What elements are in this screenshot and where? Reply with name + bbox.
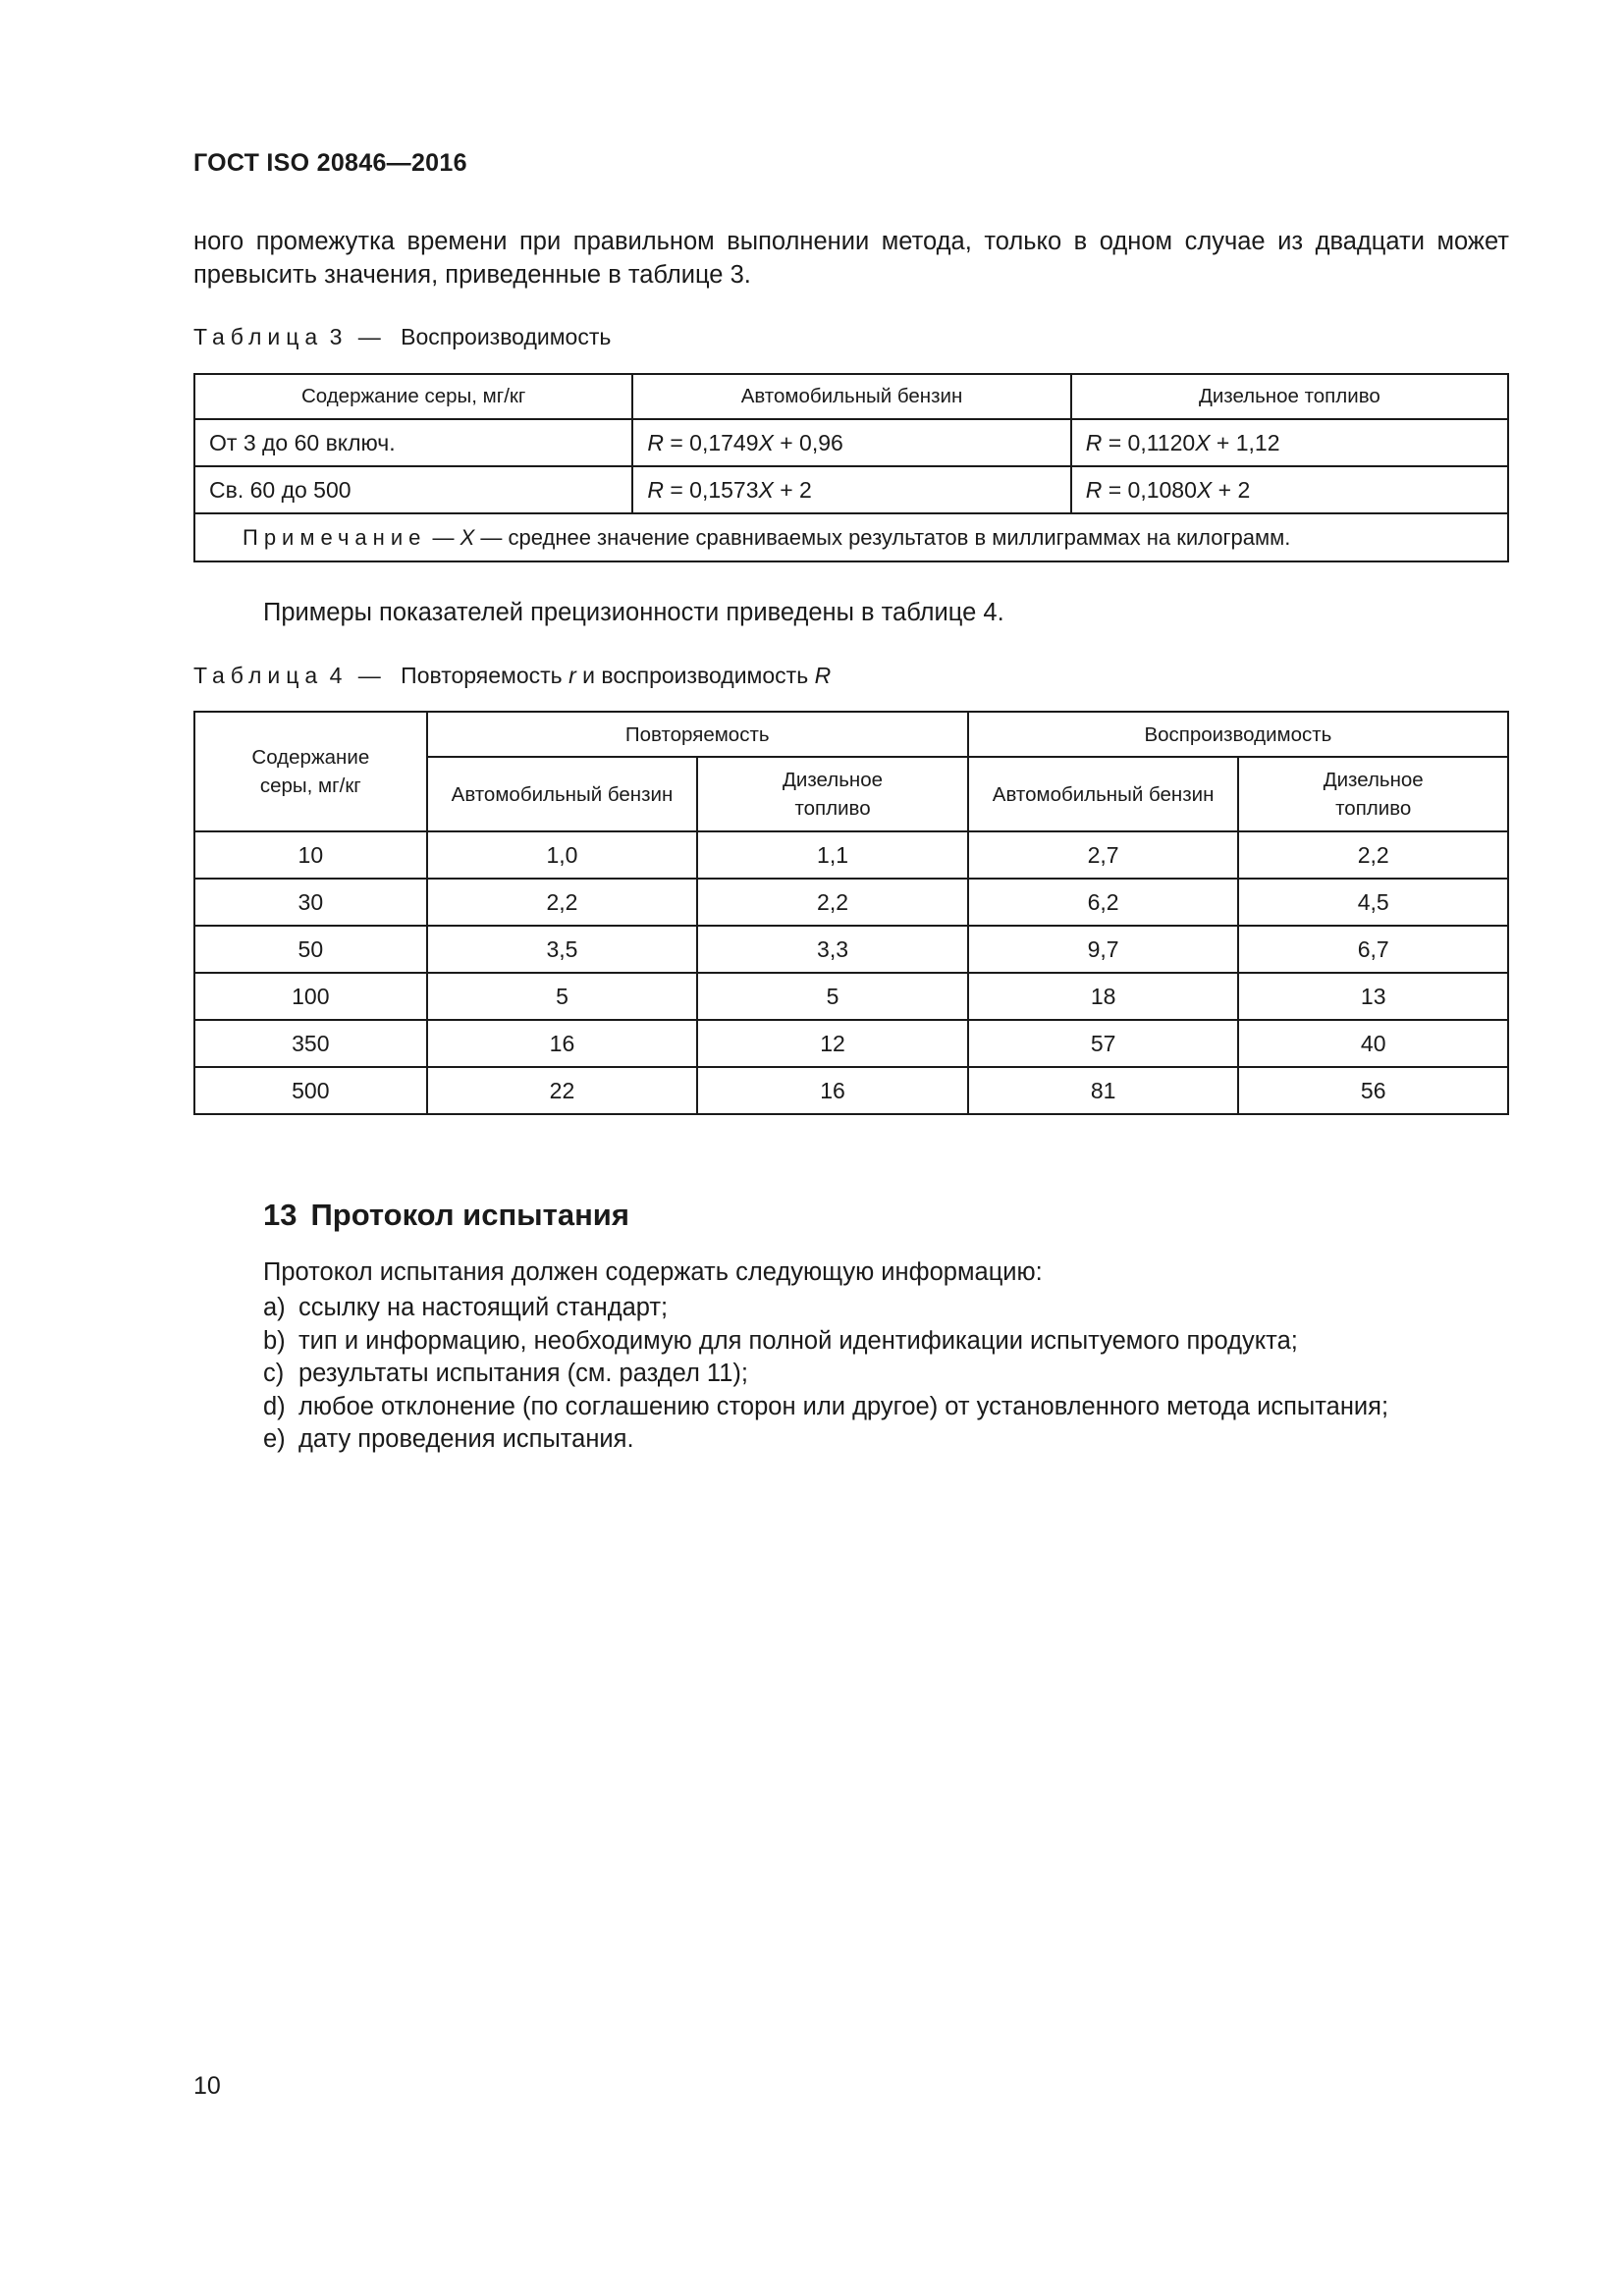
table3-range-cell: От 3 до 60 включ. <box>194 419 632 466</box>
table3-header-diesel: Дизельное топливо <box>1071 374 1508 419</box>
table4-caption-word: Таблица <box>193 663 324 688</box>
table-cell: 56 <box>1238 1067 1508 1114</box>
table-cell: 350 <box>194 1020 427 1067</box>
table-cell: 2,2 <box>1238 831 1508 879</box>
table3-caption-dash: — <box>357 324 381 349</box>
table-cell: 16 <box>427 1020 698 1067</box>
table4-header-reproducibility: Воспроизводимость <box>968 712 1508 757</box>
list-item <box>263 1391 1388 1424</box>
table-cell: 6,2 <box>968 879 1239 926</box>
table3-diesel-formula <box>1071 466 1508 513</box>
table3-caption <box>193 324 611 350</box>
formula-coefficient: = 0,1573 <box>663 476 759 503</box>
formula-constant: + 0,96 <box>773 429 843 455</box>
section-title: Протокол испытания <box>310 1198 629 1232</box>
list-item <box>263 1325 1388 1359</box>
table4-subheader-gasoline: Автомобильный бензин <box>427 757 698 831</box>
note-text: — среднее значение сравниваемых результатов в миллиграммах на килограмм. <box>474 524 1291 550</box>
table-cell: 2,7 <box>968 831 1239 879</box>
table4-caption-R: R <box>814 663 832 688</box>
table4-precision-examples <box>193 711 1509 1115</box>
list-item-text: дату проведения испытания. <box>298 1425 634 1453</box>
intro-paragraph: ного промежутка времени при правильном выполнении метода, только в одном случае из двадцати может превысить значения, приведенные в таблице 3. <box>193 228 1509 289</box>
table4-subheader-diesel <box>697 757 968 831</box>
examples-paragraph: Примеры показателей прецизионности приведены в таблице 4. <box>263 599 1004 626</box>
subheader-diesel-line1: Дизельное <box>1323 769 1424 791</box>
table-row <box>194 419 1508 466</box>
list-item <box>263 1423 1388 1457</box>
table4-caption-part1: Повторяемость <box>401 663 569 688</box>
table4-header-repeatability: Повторяемость <box>427 712 968 757</box>
formula-R-symbol: R <box>1085 476 1103 503</box>
list-marker: b) <box>263 1326 286 1355</box>
formula-constant: + 2 <box>773 476 812 503</box>
formula-constant: + 1,12 <box>1210 429 1280 455</box>
formula-R-symbol: R <box>647 476 664 503</box>
table-row <box>194 1020 1508 1067</box>
subheader-diesel-line1: Дизельное <box>783 769 884 791</box>
formula-constant: + 2 <box>1212 476 1251 503</box>
table-cell: 3,3 <box>697 926 968 973</box>
table-cell: 1,1 <box>697 831 968 879</box>
table4-subheader-diesel <box>1238 757 1508 831</box>
table4-caption-r: r <box>568 663 576 688</box>
table-cell: 2,2 <box>427 879 698 926</box>
table-cell: 3,5 <box>427 926 698 973</box>
list-item-text: тип и информацию, необходимую для полной идентификации испытуемого продукта; <box>298 1326 1298 1355</box>
table4-subheader-gasoline: Автомобильный бензин <box>968 757 1239 831</box>
list-marker: c) <box>263 1360 285 1387</box>
table-cell: 4,5 <box>1238 879 1508 926</box>
table-cell: 81 <box>968 1067 1239 1114</box>
subheader-diesel-line2: топливо <box>794 797 871 820</box>
table-row <box>194 831 1508 879</box>
table-row <box>194 926 1508 973</box>
table-cell: 40 <box>1238 1020 1508 1067</box>
table3-gasoline-formula <box>632 466 1070 513</box>
formula-X-symbol: X <box>758 429 774 455</box>
page-number: 10 <box>193 2072 221 2100</box>
table3-note <box>194 513 1508 561</box>
header-sulfur-line1: Содержание <box>251 746 370 769</box>
list-item <box>263 1358 1388 1391</box>
table3-range-cell: Св. 60 до 500 <box>194 466 632 513</box>
table3-caption-word: Таблица <box>193 324 324 349</box>
formula-X-symbol: X <box>1196 476 1213 503</box>
table-cell: 22 <box>427 1067 698 1114</box>
formula-R-symbol: R <box>1085 429 1103 455</box>
table-cell: 9,7 <box>968 926 1239 973</box>
table-cell: 500 <box>194 1067 427 1114</box>
table4-caption-dash: — <box>357 663 381 688</box>
formula-coefficient: = 0,1080 <box>1102 476 1197 503</box>
table3-note-row <box>194 513 1508 561</box>
table-cell: 57 <box>968 1020 1239 1067</box>
table3-gasoline-formula <box>632 419 1070 466</box>
section-number: 13 <box>263 1198 298 1232</box>
table-cell: 5 <box>427 973 698 1020</box>
formula-R-symbol: R <box>647 429 664 455</box>
table4-header-sulfur <box>194 712 427 831</box>
list-item <box>263 1292 1388 1325</box>
table4-caption-part2: и воспроизводимость <box>575 663 815 688</box>
table-cell: 100 <box>194 973 427 1020</box>
list-marker: d) <box>263 1392 286 1420</box>
table-row <box>194 879 1508 926</box>
table3-caption-number: 3 <box>329 324 343 349</box>
table-row <box>194 1067 1508 1114</box>
table4-caption <box>193 663 831 689</box>
formula-coefficient: = 0,1120 <box>1102 429 1196 455</box>
table3-diesel-formula <box>1071 419 1508 466</box>
list-marker: e) <box>263 1425 286 1453</box>
note-dash: — <box>426 524 460 550</box>
table-row <box>194 466 1508 513</box>
formula-X-symbol: X <box>1195 429 1211 455</box>
table4-group-header-row <box>194 712 1508 757</box>
header-sulfur-line2: серы, мг/кг <box>259 774 361 797</box>
table-cell: 50 <box>194 926 427 973</box>
formula-coefficient: = 0,1749 <box>663 429 759 455</box>
subheader-diesel-line2: топливо <box>1335 797 1412 820</box>
table3-header-sulfur: Содержание серы, мг/кг <box>194 374 632 419</box>
table3-header-gasoline: Автомобильный бензин <box>632 374 1070 419</box>
list-item-text: результаты испытания (см. раздел 11); <box>298 1360 748 1387</box>
document-header: ГОСТ ISO 20846—2016 <box>193 149 467 177</box>
table4-caption-number: 4 <box>329 663 343 688</box>
table-cell: 6,7 <box>1238 926 1508 973</box>
table-cell: 1,0 <box>427 831 698 879</box>
protocol-lead-paragraph: Протокол испытания должен содержать следующую информацию: <box>263 1258 1043 1286</box>
list-item-text: ссылку на настоящий стандарт; <box>298 1294 669 1321</box>
table-cell: 5 <box>697 973 968 1020</box>
note-label: Примечание <box>243 524 427 550</box>
table-cell: 18 <box>968 973 1239 1020</box>
section-13-heading <box>263 1198 629 1233</box>
formula-X-symbol: X <box>758 476 774 503</box>
table-cell: 12 <box>697 1020 968 1067</box>
note-symbol: X <box>460 524 475 550</box>
table3-header-row <box>194 374 1508 419</box>
table3-reproducibility <box>193 373 1509 562</box>
protocol-requirements-list <box>263 1292 1388 1457</box>
list-marker: a) <box>263 1294 286 1321</box>
table-cell: 13 <box>1238 973 1508 1020</box>
table-cell: 16 <box>697 1067 968 1114</box>
table-cell: 10 <box>194 831 427 879</box>
table-cell: 2,2 <box>697 879 968 926</box>
table-cell: 30 <box>194 879 427 926</box>
list-item-text: любое отклонение (по соглашению сторон или другое) от установленного метода испытания; <box>298 1392 1389 1420</box>
table-row <box>194 973 1508 1020</box>
table3-caption-title: Воспроизводимость <box>401 324 612 349</box>
